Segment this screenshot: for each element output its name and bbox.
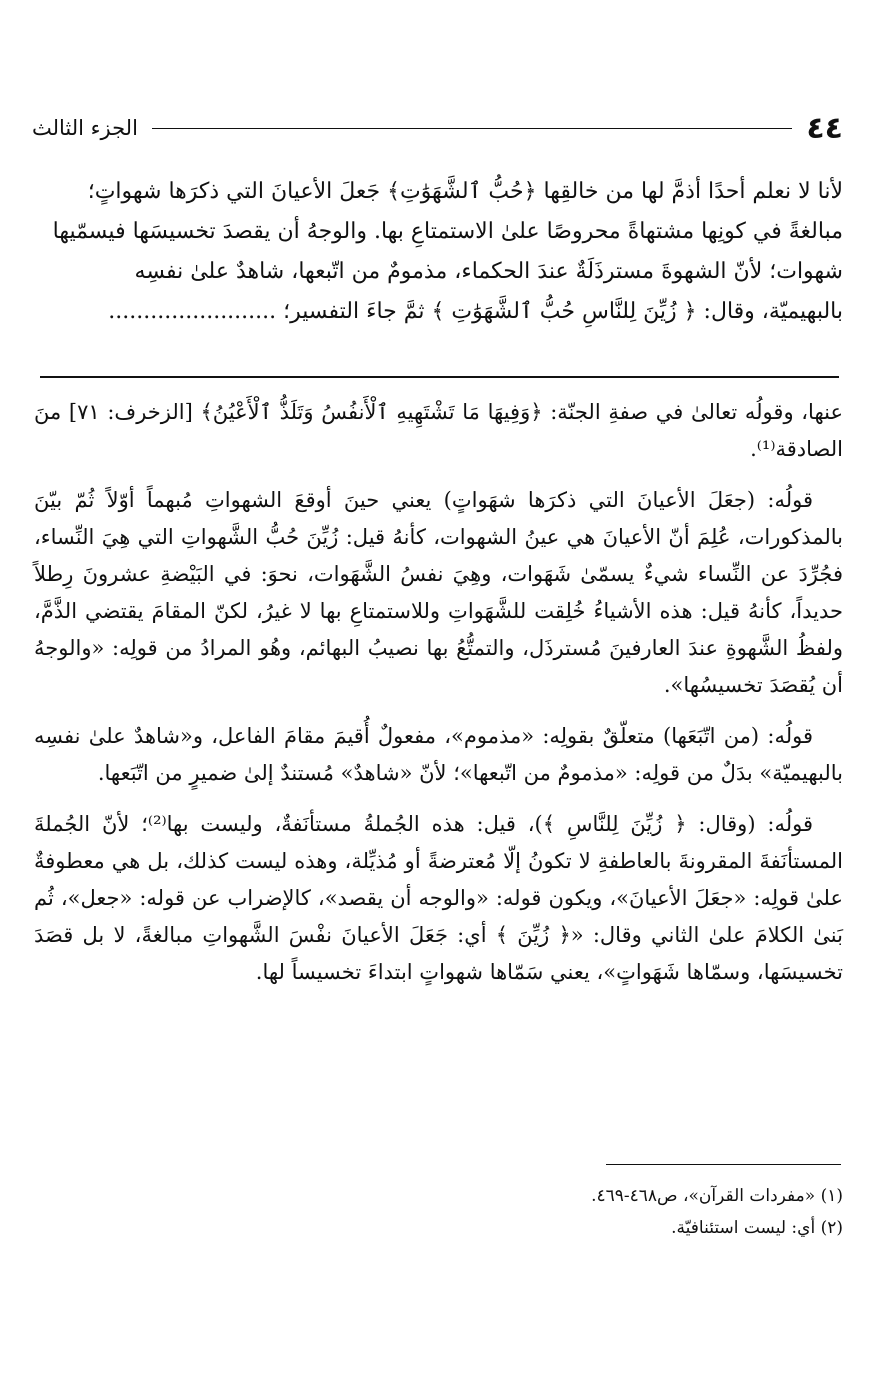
main-text-line: مبالغةً في كونِها مشتهاةً محروصًا علىٰ الاستمتاعِ بها. والوجهُ أن يقصدَ تخسيسَها فيسمّيها [52, 219, 843, 244]
commentary-paragraph: قولُه: (من اتّبَعَها) متعلّقٌ بقولِه: «مذموم»، مفعولٌ أُقيمَ مقامَ الفاعل، و«شاهدٌ علىٰ نفسِه بالبهيميّة» بدَلٌ من قولِه: «مذمومٌ من اتّبعها»؛ لأنّ «شاهدٌ» مُستندٌ إلىٰ ضميرٍ من اتّبَعها. [34, 724, 843, 785]
commentary-paragraph: عنها، وقولُه تعالىٰ في صفةِ الجنّة: ﴿وَفِيهَا مَا تَشْتَهِيهِ ٱلْأَنفُسُ وَتَلَذُّ ٱلْأَعْيُنُ﴾ [الزخرف: ٧١] منَ الصادقة⁽¹⁾. [34, 400, 843, 461]
footnotes [34, 1180, 843, 1244]
part-title: الجزء الثالث [32, 116, 138, 140]
commentary-paragraph: قولُه: (جعَلَ الأعيانَ التي ذكرَها شهَواتٍ) يعني حينَ أوقعَ الشهواتِ مُبهماً أوّلاً ثُمّ بيّنَ بالمذكورات، عُلِمَ أنّ الأعيانَ هي عينُ الشهوات، كأنهُ قيل: زُيِّنَ حُبُّ الشَّهواتِ التي هِيَ النِّساء، فجُرِّدَ عن النِّساء شيءٌ يسمّىٰ شَهَوات، وهِيَ نفسُ الشَّهَوات، نحوَ: في البَيْضةِ عشرونَ رِطلاً حديداً، كأنهُ قيل: هذه الأشياءُ خُلِقت للشَّهَواتِ وللاستمتاعِ بها لا غيرُ، لكنّ المقامَ يقتضي الذَّمَّ، ولفظُ الشَّهوةِ عندَ العارفينَ مُسترذَل، والتمتُّعُ بها نصيبُ البهائم، وهُو المرادُ من قولِه: «والوجهُ أن يُقصَدَ تخسيسُها». [34, 488, 843, 697]
main-text-line: لأنا لا نعلم أحدًا أذمَّ لها من خالقِها ﴿حُبُّ ٱلشَّهَوَٰتِ﴾ جَعلَ الأعيانَ التي ذكرَها شهواتٍ؛ [87, 179, 843, 204]
footnote: (٢) أي: ليست استئنافيّة. [671, 1218, 843, 1238]
commentary-paragraph: قولُه: (وقال: ﴿ زُيِّنَ لِلنَّاسِ ﴾)، قيل: هذه الجُملةُ مستأنَفةٌ، وليست بها⁽²⁾؛ لأنّ الجُملةَ المستأنَفةَ المقرونةَ بالعاطفةِ لا تكونُ إلّا مُعترضةً أو مُذيِّلة، وهذه ليست كذلك، بل هي معطوفةٌ علىٰ قولِه: «جعَلَ الأعيانَ»، ويكون قوله: «والوجه أن يقصد»، كالإضراب عن قوله: «جعل»، ثُم بَنىٰ الكلامَ علىٰ الثاني وقال: «﴿ زُيِّنَ ﴾ أي: جَعَلَ الأعيانَ نفْسَ الشَّهواتِ مبالغةً، لا بل قصَدَ تخسيسَها، وسمّاها شَهَواتٍ»، يعني سَمّاها شهواتٍ ابتداءَ تخسيساً لها. [34, 812, 843, 984]
commentary [34, 394, 843, 1005]
main-text-line: شهوات؛ لأنّ الشهوةَ مسترذَلَةٌ عندَ الحكماء، مذمومٌ من اتّبعها، شاهدٌ علىٰ نفسِه [134, 259, 843, 284]
footnote: (١) «مفردات القرآن»، ص٤٦٨-٤٦٩. [591, 1186, 843, 1206]
header-rule [152, 128, 792, 129]
page-number: ٤٤ [806, 110, 843, 146]
running-header [32, 110, 843, 146]
main-text [34, 172, 843, 332]
main-text-divider [40, 376, 839, 378]
footnote-divider [606, 1164, 841, 1165]
main-text-line: بالبهيميّة، وقال: ﴿ زُيِّنَ لِلنَّاسِ حُبُّ ٱلشَّهَوَٰتِ ﴾ ثمَّ جاءَ التفسير؛ ........................ [108, 299, 843, 324]
